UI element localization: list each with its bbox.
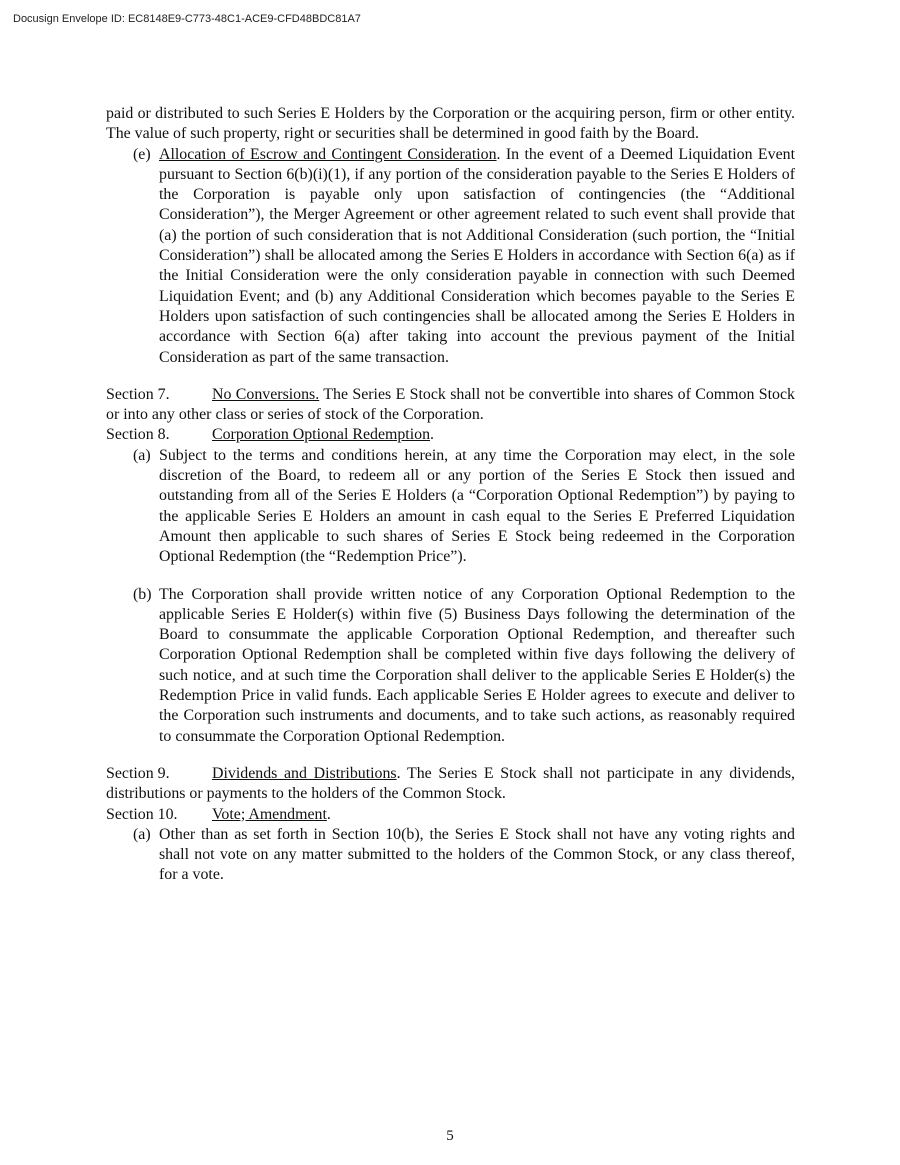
- section-10-heading: [106, 805, 795, 825]
- section-7: [106, 385, 795, 426]
- section-number: Section 7.: [106, 385, 170, 403]
- section-body: . The Series E Stock shall not participate in any dividends, distributions or payments to the holders of the Common Stock.: [106, 764, 795, 803]
- section-8-heading: [106, 425, 795, 445]
- section-suffix: .: [326, 805, 331, 823]
- item-text: The Corporation shall provide written notice of any Corporation Optional Redemption to the applicable Series E Holder(s) within five (5) Business Days following the determination of the Board to consummate the applicable Corporation Optional Redemption, and thereafter such Corporation Optional Redemption shall be completed within five days following the delivery of such notice, and at such time the Corporation shall deliver to the applicable Series E Holder(s) the Redemption Price in valid funds. Each applicable Series E Holder agrees to execute and deliver to the Corporation such instruments and documents, and to take such actions, as reasonably required to consummate the Corporation Optional Redemption.: [159, 585, 795, 745]
- section-title: Corporation Optional Redemption: [212, 426, 431, 444]
- continuation-paragraph: paid or distributed to such Series E Holders by the Corporation or the acquiring person, firm or other entity. The value of such property, right or securities shall be determined in good faith by the Board.: [106, 105, 795, 143]
- section-9: [106, 764, 795, 805]
- item-text: Subject to the terms and conditions herein, at any time the Corporation may elect, in the sole discretion of the Board, to redeem all or any portion of the Series E Stock then issued and outstanding from all of the Series E Holders (a “Corporation Optional Redemption”) by paying to the applicable Series E Holders an amount in cash equal to the Series E Preferred Liquidation Amount then applicable to such shares of Series E Stock being redeemed in the Corporation Optional Redemption (the “Redemption Price”).: [159, 446, 795, 566]
- item-text: Other than as set forth in Section 10(b), the Series E Stock shall not have any voting rights and shall not vote on any matter submitted to the holders of the Common Stock, or any class thereof, for a vote.: [159, 825, 795, 884]
- item-label: (a): [133, 825, 151, 843]
- section-number: Section 8.: [106, 426, 170, 444]
- section-title: Dividends and Distributions: [212, 764, 397, 782]
- section-number: Section 9.: [106, 764, 170, 782]
- section-suffix: .: [430, 426, 435, 444]
- envelope-id-header: Docusign Envelope ID: EC8148E9-C773-48C1-ACE9-CFD48BDC81A7: [13, 13, 361, 25]
- item-label: (b): [133, 585, 152, 603]
- item-body: . In the event of a Deemed Liquidation Event pursuant to Section 6(b)(i)(1), if any portion of the consideration payable to the Series E Holders of the Corporation is payable only upon satisfaction of contingencies (the “Additional Consideration”), the Merger Agreement or other agreement related to such event shall provide that (a) the portion of such consideration that is not Additional Consideration (such portion, the “Initial Consideration”) shall be allocated among the Series E Holders in accordance with Section 6(a) as if the Initial Consideration were the only consideration payable in connection with such Deemed Liquidation Event; and (b) any Additional Consideration which becomes payable to the Series E Holders upon satisfaction of such contingencies shall be allocated among the Series E Holders in accordance with Section 6(a) after taking into account the previous payment of the Initial Consideration as part of the same transaction.: [159, 145, 795, 366]
- item-10a: [106, 825, 795, 886]
- item-6e: [106, 145, 795, 368]
- section-title: No Conversions.: [212, 385, 320, 403]
- item-8b: [106, 585, 795, 747]
- item-label: (a): [133, 446, 151, 464]
- page-number: 5: [446, 1128, 454, 1144]
- item-label: (e): [133, 145, 151, 163]
- item-text: [159, 145, 795, 368]
- item-title: Allocation of Escrow and Contingent Consideration: [159, 145, 497, 163]
- section-title: Vote; Amendment: [212, 805, 327, 823]
- section-body: The Series E Stock shall not be convertible into shares of Common Stock or into any other class or series of stock of the Corporation.: [106, 385, 795, 424]
- document-body: [106, 104, 795, 903]
- item-8a: [106, 446, 795, 568]
- section-number: Section 10.: [106, 805, 178, 823]
